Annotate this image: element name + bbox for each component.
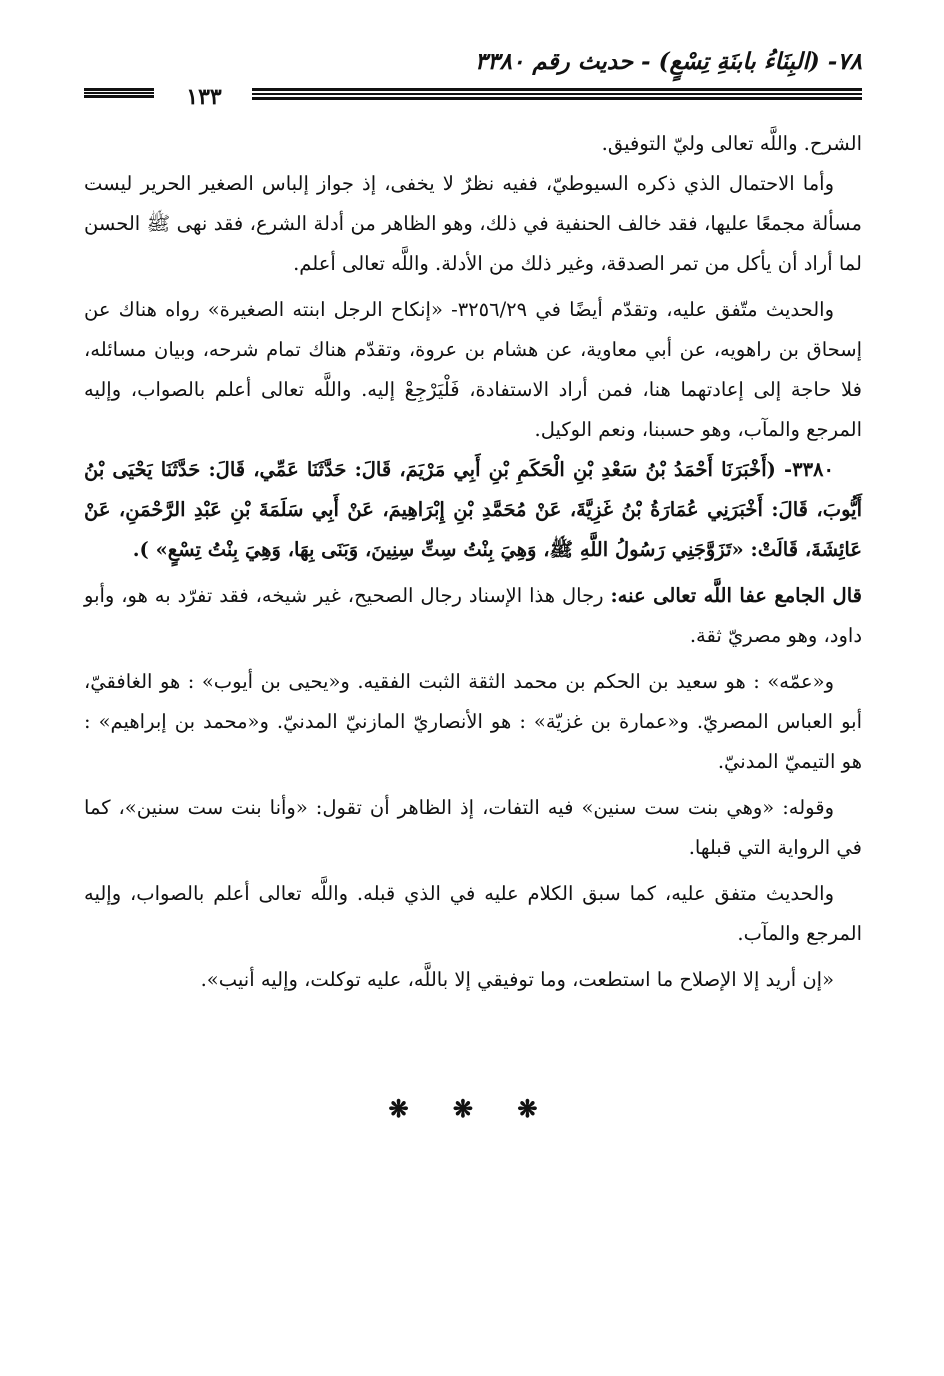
- page-header: [84, 40, 862, 110]
- header-rule-right-inner: [252, 93, 862, 95]
- paragraph-isnad-comment: [84, 576, 862, 656]
- paragraph-narrators: و«عمّه» : هو سعيد بن الحكم بن محمد الثقة الثبت الفقيه. و«يحيى بن أيوب» : هو الغافقيّ، أبو العباس المصريّ. و«عمارة بن غزيّة» : هو الأنصاريّ المازنيّ المدنيّ. و«محمد بن إبراهيم» : هو التيميّ المدنيّ.: [84, 670, 862, 773]
- page-number: ١٣٣: [186, 84, 222, 110]
- paragraph-cross-reference: والحديث متّفق عليه، وتقدّم أيضًا في ٣٢٥٦/٢٩- «إنكاح الرجل ابنته الصغيرة» رواه هناك عن إسحاق بن راهويه، عن أبي معاوية، عن هشام بن عروة، وتقدّم هناك تمام شرحه، وبيان مسائله، فلا حاجة إلى إعادتهما هنا، فمن أراد الاستفادة، فَلْيَرْجِعْ إليه. واللَّه تعالى أعلم بالصواب، وإليه المرجع والمآب، وهو حسبنا، ونعم الوكيل.: [84, 298, 862, 441]
- chapter-title: ٧٨- (البِنَاءُ بابنَةِ تِسْعٍ) - حديث رقم ٣٣٨٠: [474, 48, 862, 75]
- compiler-label: قال الجامع عفا اللَّه تعالى عنه:: [610, 584, 862, 607]
- section-separator: ❋ ❋ ❋: [388, 1094, 556, 1123]
- paragraph-conclusion: الشرح. واللَّه تعالى وليّ التوفيق.: [601, 132, 862, 155]
- paragraph-agreed-upon: والحديث متفق عليه، كما سبق الكلام عليه في الذي قبله. واللَّه تعالى أعلم بالصواب، وإليه المرجع والمآب.: [84, 882, 862, 945]
- hadith-text: ٣٣٨٠- (أَخْبَرَنَا أَحْمَدُ بْنُ سَعْدِ بْنِ الْحَكَمِ بْنِ أَبِي مَرْيَمَ، قَالَ: حَدَّثَنَا عَمِّي، قَالَ: حَدَّثَنَا يَحْيَى بْنُ أَيُّوبَ، قَالَ: أَخْبَرَنِي عُمَارَةُ بْنُ غَزِيَّةَ، عَنْ مُحَمَّدِ بْنِ إِبْرَاهِيمَ، عَنْ أَبِي سَلَمَةَ بْنِ عَبْدِ الرَّحْمَنِ، عَنْ عَائِشَةَ، قَالَتْ: «تَزَوَّجَنِي رَسُولُ اللَّهِ ﷺ، وَهِيَ بِنْتُ سِتِّ سِنِينَ، وَبَنَى بِهَا، وَهِيَ بِنْتُ تِسْعٍ» ).: [84, 458, 862, 561]
- paragraph-closing-quote: «إن أريد إلا الإصلاح ما استطعت، وما توفيقي إلا باللَّه، عليه توكلت، وإليه أنيب».: [200, 968, 834, 991]
- page-body: [84, 124, 862, 1000]
- header-rule-left-inner: [84, 92, 154, 94]
- isnad-comment-text: رجال هذا الإسناد رجال الصحيح، غير شيخه، فقد تفرّد به هو، وأبو داود، وهو مصريّ ثقة.: [84, 584, 862, 647]
- paragraph-iltifat: وقوله: «وهي بنت ست سنين» فيه التفات، إذ الظاهر أن تقول: «وأنا بنت ست سنين»، كما في الرواية التي قبلها.: [84, 796, 862, 859]
- paragraph-suyuti-discussion: وأما الاحتمال الذي ذكره السيوطيّ، ففيه نظرٌ لا يخفى، إذ جواز إلباس الصغير الحرير ليست مسألة مجمعًا عليها، فقد خالف الحنفية في ذلك، وهو الظاهر من أدلة الشرع، فقد نهى ﷺ الحسن لما أراد أن يأكل من تمر الصدقة، وغير ذلك من الأدلة. واللَّه تعالى أعلم.: [84, 172, 862, 275]
